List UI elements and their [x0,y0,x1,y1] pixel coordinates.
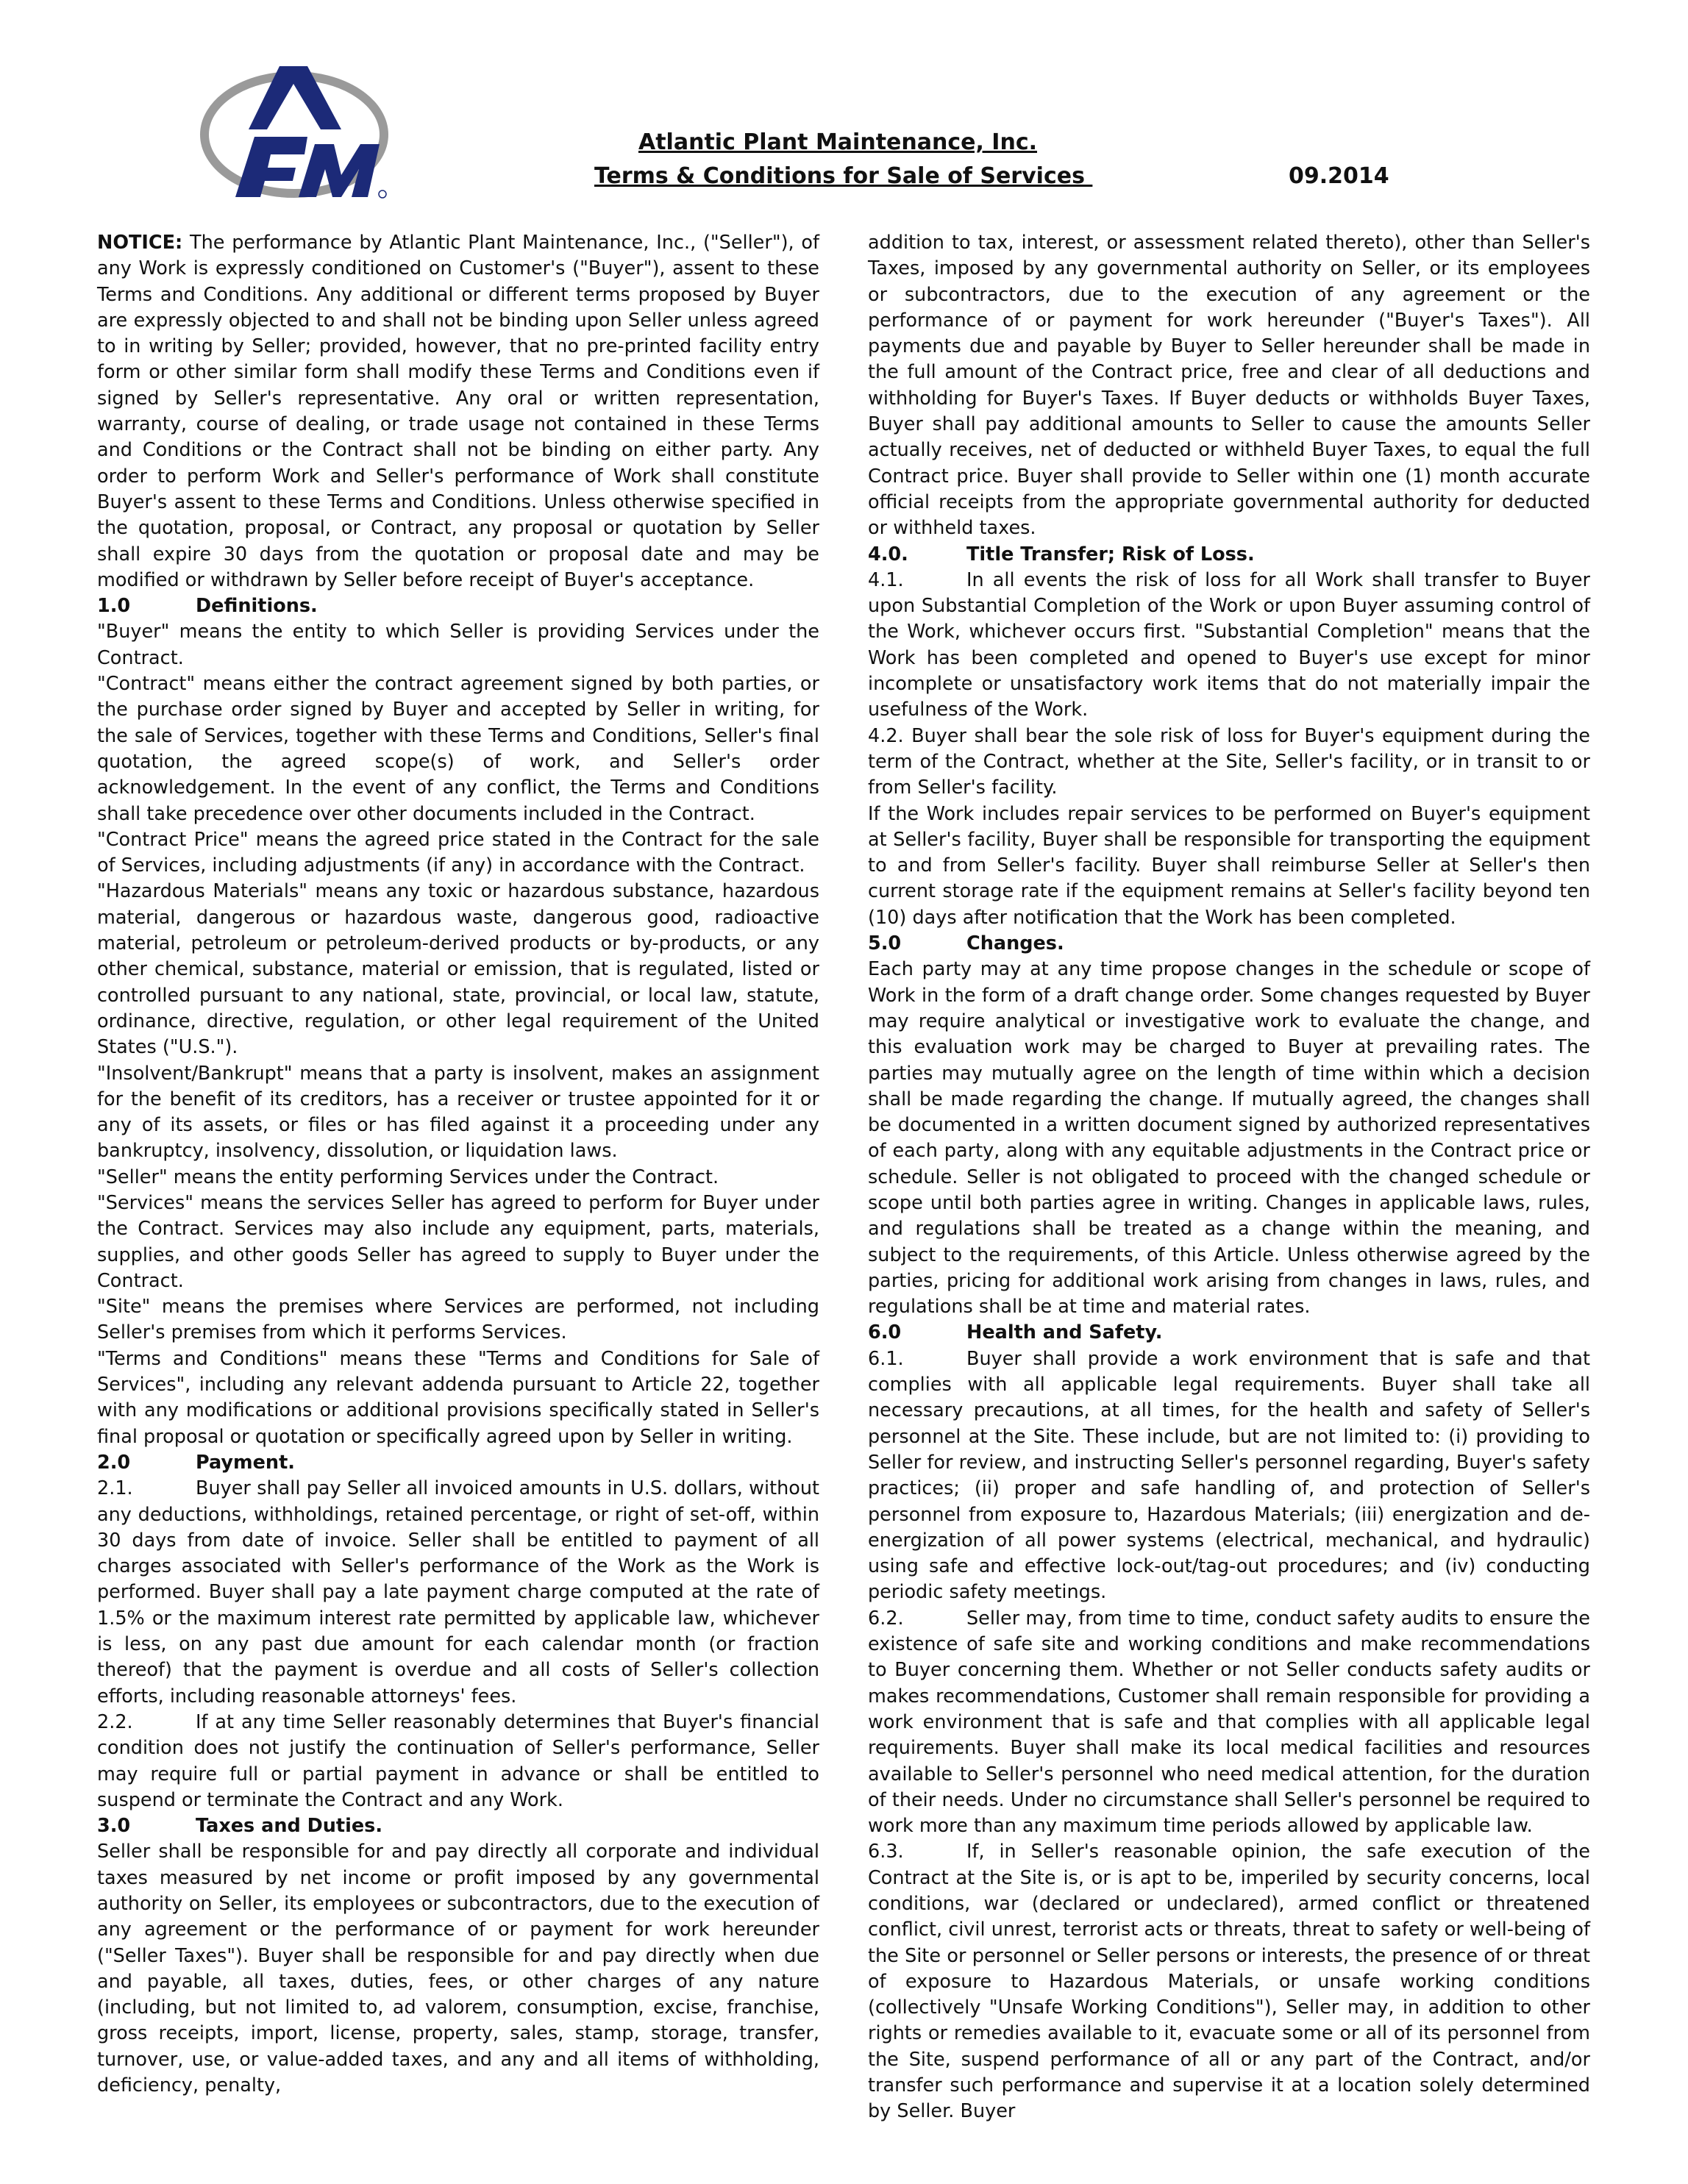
document-date: 09.2014 [1289,163,1389,189]
right-column [868,230,1590,2123]
section-heading-taxes [97,1813,819,1839]
paragraph-4-2: 4.2. Buyer shall bear the sole risk of loss for Buyer's equipment during the term of the Contract, whether at the Site, Seller's facility, or in transit to or from Seller's facility. [868,724,1590,799]
definition-terms: "Terms and Conditions" means these "Terms and Conditions for Sale of Services", including any relevant addenda pursuant to Article 22, together with any modifications or additional provisions specifically stated in Seller's final proposal or quotation or specifically agreed upon by Seller in writing. [97,1347,819,1448]
section-title: Taxes and Duties. [196,1815,383,1838]
paragraph-text: Buyer shall provide a work environment that is safe and that complies with all applicable legal requirements. Buyer shall take all necessary precautions, at all times, for the health and safety of Seller's personnel at the Site. These include, but are not limited to: (i) providing to Seller for review, and instructing Seller's personnel regarding, Buyer's safety practices; (ii) proper and safe handling of, and protection of Seller's personnel from exposure to, Hazardous Materials; (iii) energization and de-energization of all power systems (electrical, mechanical, and hydraulic) using safe and effective lock-out/tag-out procedures; and (iv) conducting periodic safety meetings. [868,1347,1590,1604]
paragraph-6-3 [868,1839,1590,2124]
paragraph-3: Seller shall be responsible for and pay directly all corporate and individual taxes measured by net income or profit imposed by any governmental authority on Seller, its employees or subcontractors, due to the execution of any agreement or the performance of or payment for work hereunder ("Seller Taxes"). Buyer shall be responsible for and pay directly when due and payable, all taxes, duties, fees, or other charges of any nature (including, but not limited to, ad valorem, consumption, excise, franchise, gross receipts, import, license, property, sales, stamp, storage, transfer, turnover, use, or value-added taxes, and any and all items of withholding, deficiency, penalty, [97,1841,819,2097]
paragraph-number: 4.1. [868,568,904,591]
apm-logo-graphic [197,57,394,212]
paragraph-text: In all events the risk of loss for all Work shall transfer to Buyer upon Substantial Completion of the Work or upon Buyer assuming control of the Work, whichever occurs first. "Substantial Completion" means that the Work has been completed and opened to Buyer's use except for minor incomplete or unsatisfactory work items that do not materially impair the usefulness of the Work. [868,568,1590,721]
section-number: 5.0 [868,932,902,955]
section-number: 3.0 [97,1815,131,1838]
paragraph-text: If at any time Seller reasonably determines that Buyer's financial condition does not justify the continuation of Seller's performance, Seller may require full or partial payment in advance or shall be entitled to suspend or terminate the Contract and any Work. [97,1710,819,1811]
section-title: Health and Safety. [966,1321,1163,1344]
section-number: 1.0 [97,595,131,618]
notice-label: NOTICE: [97,232,183,254]
company-name: Atlantic Plant Maintenance, Inc. [638,129,1038,155]
logo-registered-mark [379,190,386,198]
paragraph-text: If, in Seller's reasonable opinion, the safe execution of the Contract at the Site is, or is apt to be, imperiled by security concerns, local conditions, war (declared or undeclared), armed conflict or threatened conflict, civil unrest, terrorist acts or threats, threat to safety or well-being of the Site or personnel or Seller persons or interests, the presence of or threat of exposure to Hazardous Materials, or unsafe working conditions (collectively "Unsafe Working Conditions"), Seller may, in addition to other rights or remedies available to it, evacuate some or all of its personnel from the Site, suspend performance of all or any part of the Contract, and/or transfer such performance and supervise it at a location solely determined by Seller. Buyer [868,1841,1590,2123]
paragraph-2-2 [97,1710,819,1813]
paragraph-number: 6.2. [868,1607,904,1630]
apm-logo [197,57,394,212]
definition-contract: "Contract" means either the contract agreement signed by both parties, or the purchase order signed by Buyer and accepted by Seller in writing, for the sale of Services, together with these Terms and Conditions, Seller's final quotation, the agreed scope(s) of work, and Seller's order acknowledgement. In the event of any conflict, the Terms and Conditions shall take precedence over other documents included in the Contract. [97,673,819,825]
definition-hazardous-materials: "Hazardous Materials" means any toxic or hazardous substance, hazardous material, dangerous or hazardous waste, dangerous good, radioactive material, petroleum or petroleum-derived products or by-products, or any other chemical, substance, material or emission, that is regulated, listed or controlled pursuant to any national, state, provincial, or local law, statute, ordinance, directive, regulation, or other legal requirement of the United States ("U.S."). [97,880,819,1059]
section-number: 6.0 [868,1321,902,1344]
definition-seller: "Seller" means the entity performing Services under the Contract. [97,1166,719,1188]
paragraph-2-1 [97,1476,819,1710]
paragraph-text: Seller may, from time to time, conduct safety audits to ensure the existence of safe site and working conditions and make recommendations to Buyer concerning them. Whether or not Seller conducts safety audits or makes recommendations, Customer shall remain responsible for providing a work environment that is safe and that complies with all applicable legal requirements. Buyer shall make its local medical facilities and resources available to Seller's personnel who need medical attention, for the duration of their needs. Under no circumstance shall Seller's personnel be required to work more than any maximum time periods allowed by applicable law. [868,1607,1590,1838]
document-title: Terms & Conditions for Sale of Services [594,163,1093,189]
paragraph-4-3: If the Work includes repair services to be performed on Buyer's equipment at Seller's facility, Buyer shall be responsible for transporting the equipment to and from Seller's facility. Buyer shall reimburse Seller at Seller's then current storage rate if the equipment remains at Seller's facility beyond ten (10) days after notification that the Work has been completed. [868,802,1590,929]
paragraph-4-1 [868,568,1590,724]
section-title: Payment. [196,1451,295,1474]
definition-site: "Site" means the premises where Services are performed, not including Seller's premises from which it performs Services. [97,1296,819,1344]
paragraph-number: 2.1. [97,1477,133,1500]
definition-contract-price: "Contract Price" means the agreed price stated in the Contract for the sale of Services, including adjustments (if any) in accordance with the Contract. [97,828,819,877]
section-heading-definitions [97,593,819,619]
definition-services: "Services" means the services Seller has agreed to perform for Buyer under the Contract. Services may also include any equipment, parts, materials, supplies, and other goods Seller has agreed to supply to Buyer under the Contract. [97,1191,819,1292]
paragraph-3-continued: addition to tax, interest, or assessment related thereto), other than Seller's Taxes, imposed by any governmental authority on Seller, or its employees or subcontractors, due to the execution of any agreement or the performance of or payment for work hereunder ("Buyer's Taxes"). All payments due and payable by Buyer to Seller hereunder shall be made in the full amount of the Contract price, free and clear of all deductions and withholding for Buyer's Taxes. If Buyer deducts or withholds Buyer Taxes, Buyer shall pay additional amounts to Seller to cause the amounts Seller actually receives, net of deducted or withheld Buyer Taxes, to equal the full Contract price. Buyer shall provide to Seller within one (1) month accurate official receipts from the appropriate governmental authority for deducted or withheld taxes. [868,232,1590,540]
paragraph-number: 6.1. [868,1347,904,1370]
section-title: Definitions. [196,595,318,618]
paragraph-number: 6.3. [868,1841,904,1863]
section-number: 2.0 [97,1451,131,1474]
section-heading-health-safety [868,1320,1590,1346]
paragraph-6-1 [868,1346,1590,1606]
paragraph-number: 2.2. [97,1710,133,1733]
section-title: Title Transfer; Risk of Loss. [966,543,1255,565]
definition-buyer: "Buyer" means the entity to which Seller is providing Services under the Contract. [97,621,819,669]
notice-text: The performance by Atlantic Plant Maintenance, Inc., ("Seller"), of any Work is expressly conditioned on Customer's ("Buyer"), assent to these Terms and Conditions. Any additional or different terms proposed by Buyer are expressly objected to and shall not be binding upon Seller unless agreed to in writing by Seller; provided, however, that no pre-printed facility entry form or other similar form shall modify these Terms and Conditions even if signed by Seller's representative. Any oral or written representation, warranty, course of dealing, or trade usage not contained in these Terms and Conditions or the Contract shall not be binding on either party. Any order to perform Work and Seller's performance of Work shall constitute Buyer's assent to these Terms and Conditions. Unless otherwise specified in the quotation, proposal, or Contract, any proposal or quotation by Seller shall expire 30 days from the quotation or proposal date and may be modified or withdrawn by Seller before receipt of Buyer's acceptance. [97,232,819,591]
section-number: 4.0. [868,543,908,565]
section-heading-changes [868,931,1590,957]
section-heading-payment [97,1450,819,1476]
notice-paragraph [97,230,819,593]
paragraph-6-2 [868,1606,1590,1840]
left-column [97,230,819,2097]
logo-gray-ring [204,76,384,193]
section-title: Changes. [966,932,1064,955]
definition-insolvent: "Insolvent/Bankrupt" means that a party is insolvent, makes an assignment for the benefit of its creditors, has a receiver or trustee appointed for it or any of its assets, or files or has filed against it a proceeding under any bankruptcy, insolvency, dissolution, or liquidation laws. [97,1062,819,1163]
paragraph-text: Buyer shall pay Seller all invoiced amounts in U.S. dollars, without any deductions, withholdings, retained percentage, or right of set-off, within 30 days from date of invoice. Seller shall be entitled to payment of all charges associated with Seller's performance of the Work as the Work is performed. Buyer shall pay a late payment charge computed at the rate of 1.5% or the maximum interest rate permitted by applicable law, whichever is less, on any past due amount for each calendar month (or fraction thereof) that the payment is overdue and all costs of Seller's collection efforts, including reasonable attorneys' fees. [97,1477,819,1707]
logo-letter-m [299,144,380,197]
section-heading-title-transfer [868,542,1590,568]
paragraph-5: Each party may at any time propose changes in the schedule or scope of Work in the form of a draft change order. Some changes requested by Buyer may require analytical or investigative work to evaluate the change, and this evaluation work may be charged to Buyer at prevailing rates. The parties may mutually agree on the length of time within which a decision shall be made regarding the change. If mutually agreed, the changes shall be documented in a written document signed by authorized representatives of each party, along with any equitable adjustments in the Contract price or schedule. Seller is not obligated to proceed with the changed schedule or scope until both parties agree in writing. Changes in applicable laws, rules, and regulations shall be treated as a change within the meaning, and subject to the requirements, of this Article. Unless otherwise agreed by the parties, pricing for additional work arising from changes in laws, rules, and regulations shall be at time and material rates. [868,958,1590,1318]
